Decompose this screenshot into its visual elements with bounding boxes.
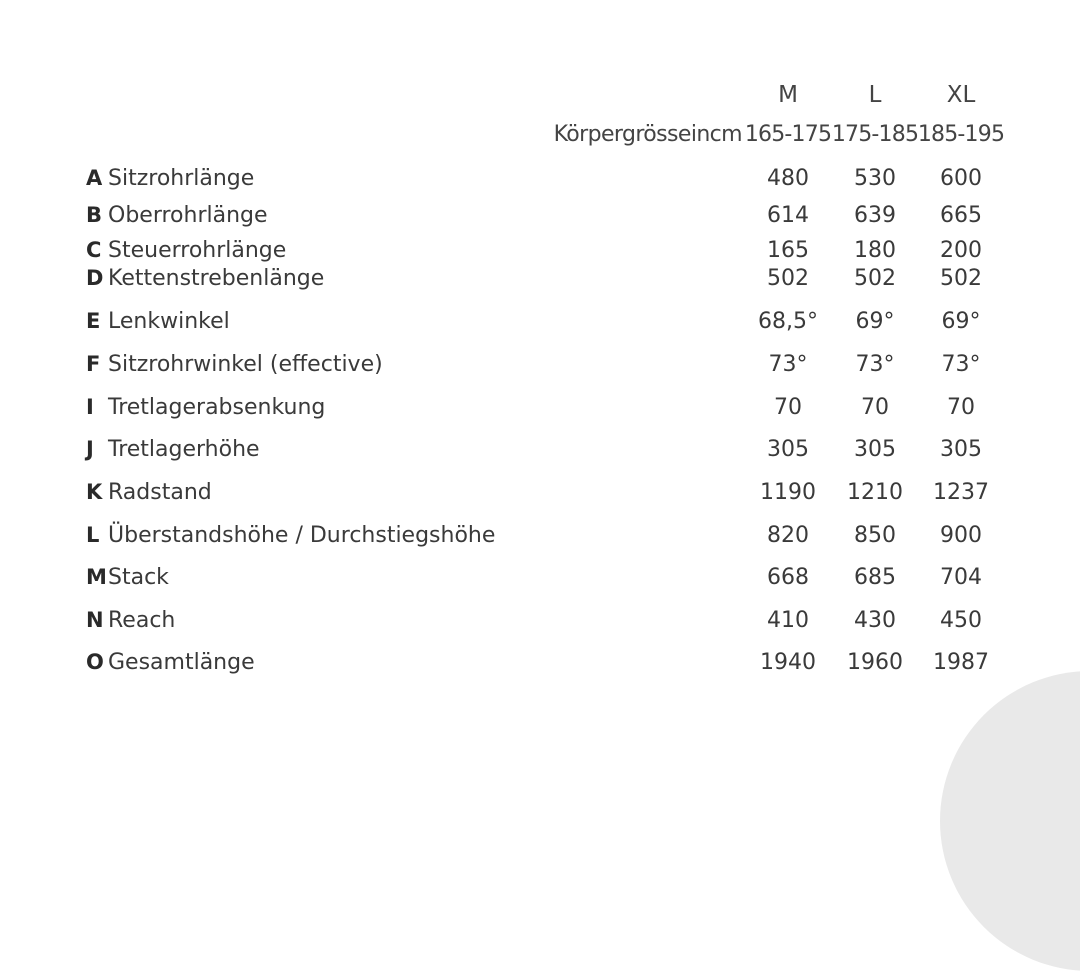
row-value-l: 180	[854, 238, 896, 263]
row-value-m: 305	[767, 437, 809, 462]
row-value-xl: 73°	[941, 352, 981, 377]
table-row	[0, 266, 1080, 296]
row-value-xl: 502	[940, 266, 982, 291]
row-letter: F	[86, 352, 101, 376]
row-value-l: 530	[854, 166, 896, 191]
row-value-l: 73°	[855, 352, 895, 377]
row-label: Gesamtlänge	[108, 650, 255, 675]
row-value-l: 1960	[847, 650, 903, 675]
table-row	[0, 608, 1080, 638]
table-row	[0, 238, 1080, 268]
row-value-l: 305	[854, 437, 896, 462]
row-value-l: 430	[854, 608, 896, 633]
body-height-label: Körpergrösseincm	[553, 122, 742, 147]
row-value-m: 68,5°	[758, 309, 818, 334]
row-value-xl: 70	[947, 395, 975, 420]
row-letter: I	[86, 395, 94, 419]
row-value-m: 1940	[760, 650, 816, 675]
row-label: Tretlagerhöhe	[108, 437, 260, 462]
row-letter: D	[86, 266, 104, 290]
row-value-l: 685	[854, 565, 896, 590]
row-value-m: 668	[767, 565, 809, 590]
table-row	[0, 395, 1080, 425]
size-header-m: M	[778, 82, 798, 108]
table-row	[0, 352, 1080, 382]
row-label: Sitzrohrwinkel (effective)	[108, 352, 383, 377]
row-letter: M	[86, 565, 107, 589]
row-value-xl: 600	[940, 166, 982, 191]
table-row	[0, 437, 1080, 467]
row-value-m: 165	[767, 238, 809, 263]
table-row	[0, 650, 1080, 680]
table-row	[0, 166, 1080, 196]
row-value-xl: 704	[940, 565, 982, 590]
table-row	[0, 565, 1080, 595]
row-value-l: 850	[854, 523, 896, 548]
row-value-m: 614	[767, 203, 809, 228]
row-letter: K	[86, 480, 103, 504]
row-value-m: 1190	[760, 480, 816, 505]
size-header-xl: XL	[946, 82, 976, 108]
row-value-xl: 900	[940, 523, 982, 548]
table-row	[0, 523, 1080, 553]
row-label: Lenkwinkel	[108, 309, 230, 334]
table-row	[0, 480, 1080, 510]
row-value-m: 502	[767, 266, 809, 291]
row-letter: E	[86, 309, 101, 333]
row-value-m: 820	[767, 523, 809, 548]
row-value-xl: 450	[940, 608, 982, 633]
row-letter: A	[86, 166, 103, 190]
row-letter: B	[86, 203, 103, 227]
row-label: Radstand	[108, 480, 212, 505]
row-value-l: 69°	[855, 309, 895, 334]
row-letter: N	[86, 608, 104, 632]
row-value-xl: 305	[940, 437, 982, 462]
row-value-m: 73°	[768, 352, 808, 377]
row-value-l: 1210	[847, 480, 903, 505]
row-label: Reach	[108, 608, 176, 633]
row-value-l: 502	[854, 266, 896, 291]
row-label: Tretlagerabsenkung	[108, 395, 326, 420]
row-value-m: 410	[767, 608, 809, 633]
row-value-m: 480	[767, 166, 809, 191]
row-value-xl: 1987	[933, 650, 989, 675]
size-header-l: L	[868, 82, 882, 108]
row-letter: O	[86, 650, 104, 674]
row-letter: C	[86, 238, 102, 262]
row-label: Oberrohrlänge	[108, 203, 268, 228]
row-label: Kettenstrebenlänge	[108, 266, 325, 291]
row-value-xl: 1237	[933, 480, 989, 505]
row-value-xl: 200	[940, 238, 982, 263]
row-letter: J	[86, 437, 94, 461]
row-value-m: 70	[774, 395, 802, 420]
table-row	[0, 203, 1080, 233]
row-value-xl: 665	[940, 203, 982, 228]
row-value-xl: 69°	[941, 309, 981, 334]
row-letter: L	[86, 523, 100, 547]
row-label: Überstandshöhe / Durchstiegshöhe	[108, 523, 496, 548]
body-height-l: 175-185	[831, 122, 919, 147]
table-row	[0, 309, 1080, 339]
body-height-m: 165-175	[744, 122, 832, 147]
decorative-corner-shape	[940, 671, 1080, 971]
row-value-l: 70	[861, 395, 889, 420]
row-label: Stack	[108, 565, 169, 590]
row-label: Sitzrohrlänge	[108, 166, 255, 191]
row-label: Steuerrohrlänge	[108, 238, 287, 263]
row-value-l: 639	[854, 203, 896, 228]
body-height-xl: 185-195	[917, 122, 1005, 147]
